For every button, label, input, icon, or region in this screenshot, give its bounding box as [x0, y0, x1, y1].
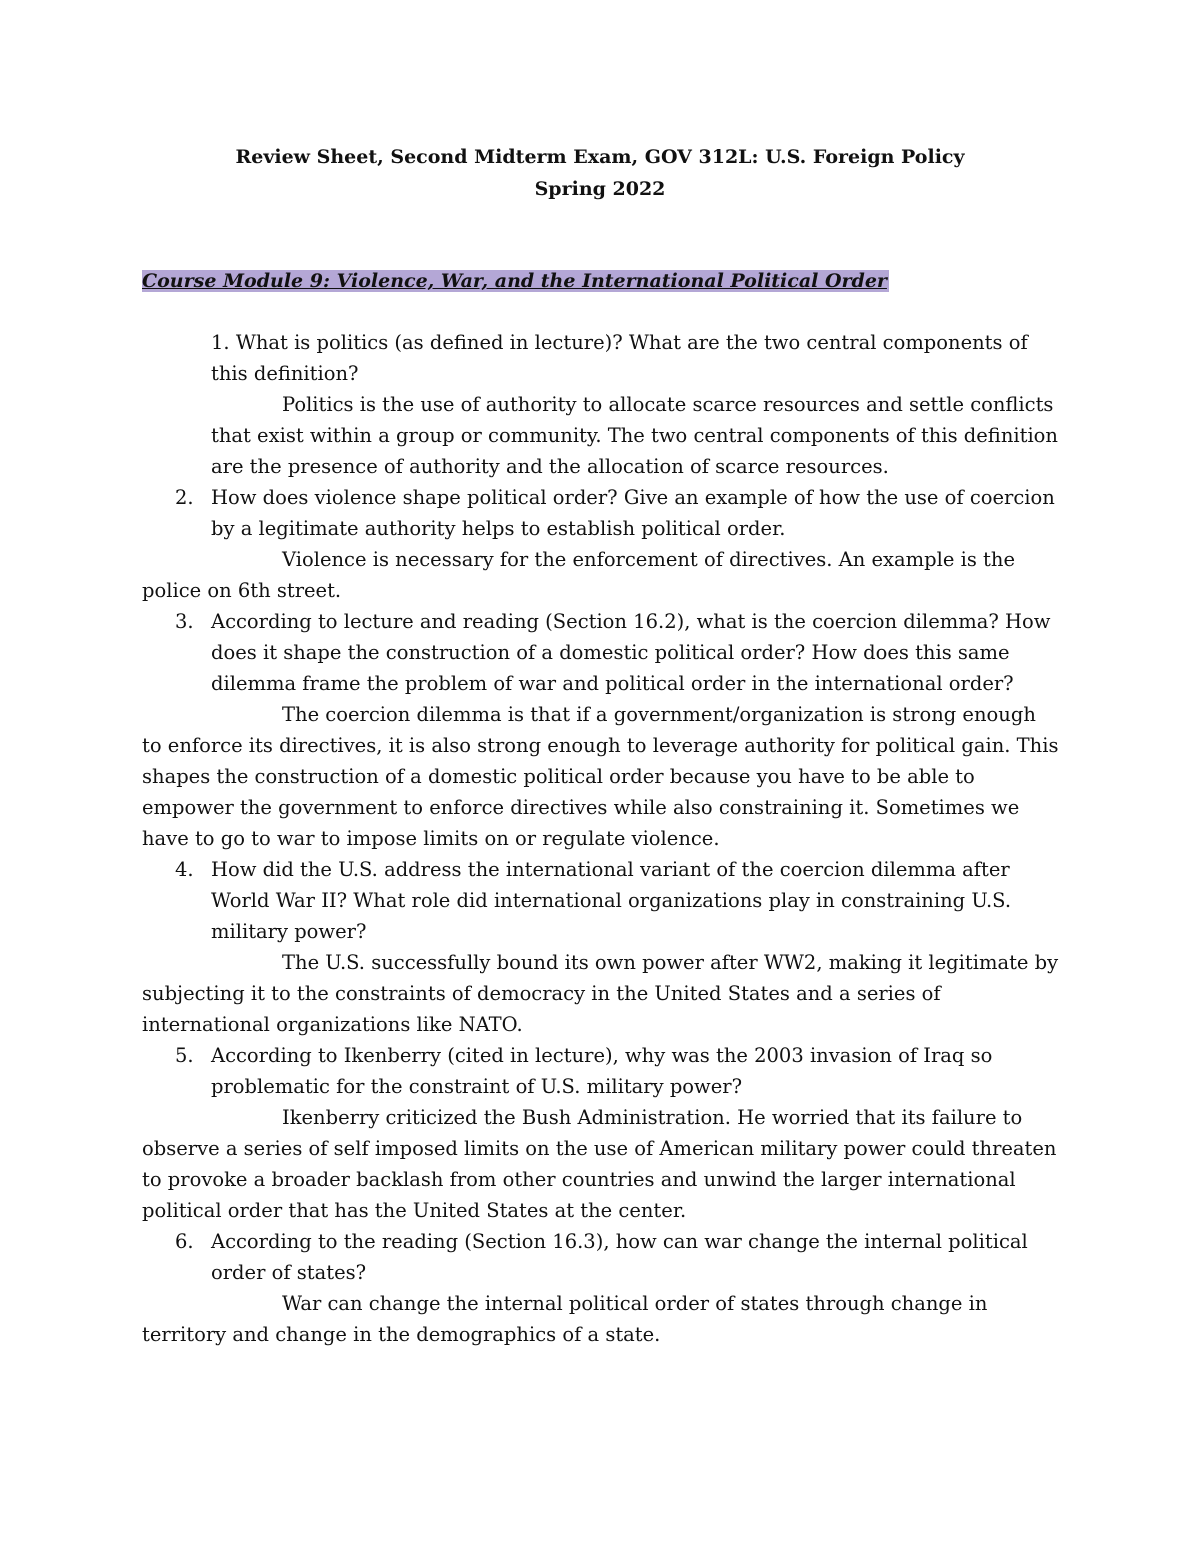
question-text: What is politics (as defined in lecture)? What are the two central components of this definition?	[211, 331, 1028, 385]
answer-5: Ikenberry criticized the Bush Administration. He worried that its failure to observe a series of self imposed limits on the use of American military power could threaten to provoke a broader backlash from other countries and unwind the larger international political order that has the United States at the center.	[142, 1106, 1057, 1222]
question-6	[142, 1226, 1060, 1288]
document-subtitle: Spring 2022	[534, 178, 666, 200]
question-2	[142, 482, 1060, 544]
question-5	[142, 1040, 1060, 1102]
document-title: Review Sheet, Second Midterm Exam, GOV 312L: U.S. Foreign Policy	[235, 146, 965, 168]
question-number: 4.	[175, 858, 194, 881]
question-text: How does violence shape political order? Give an example of how the use of coercion by a legitimate authority helps to establish political order.	[211, 486, 1055, 540]
answer-2: Violence is necessary for the enforcement of directives. An example is the police on 6th street.	[142, 548, 1015, 602]
question-text: According to lecture and reading (Section 16.2), what is the coercion dilemma? How does it shape the construction of a domestic political order? How does this same dilemma frame the problem of war and political order in the international order?	[211, 610, 1051, 695]
question-list	[142, 327, 1060, 1350]
question-number: 5.	[175, 1044, 194, 1067]
question-number: 3.	[175, 610, 194, 633]
question-4	[142, 854, 1060, 947]
answer-1: Politics is the use of authority to allocate scarce resources and settle conflicts that exist within a group or community. The two central components of this definition are the presence of authority and the allocation of scarce resources.	[211, 393, 1058, 478]
question-1	[142, 327, 1060, 389]
answer-3: The coercion dilemma is that if a government/organization is strong enough to enforce its directives, it is also strong enough to leverage authority for political gain. This shapes the construction of a domestic political order because you have to be able to empower the government to enforce directives while also constraining it. Sometimes we have to go to war to impose limits on or regulate violence.	[142, 703, 1059, 850]
question-number: 6.	[175, 1230, 194, 1253]
answer-6: War can change the internal political order of states through change in territory and change in the demographics of a state.	[142, 1292, 988, 1346]
question-3	[142, 606, 1060, 699]
question-text: According to the reading (Section 16.3), how can war change the internal political order of states?	[211, 1230, 1028, 1284]
question-number: 2.	[175, 486, 194, 509]
question-text: How did the U.S. address the international variant of the coercion dilemma after World War II? What role did international organizations play in constraining U.S. military power?	[211, 858, 1012, 943]
module-heading-text: Course Module 9: Violence, War, and the International Political Order	[142, 270, 887, 292]
question-number: 1.	[211, 331, 230, 354]
module-heading	[142, 266, 889, 296]
answer-4: The U.S. successfully bound its own power after WW2, making it legitimate by subjecting it to the constraints of democracy in the United States and a series of international organizations like NATO.	[142, 951, 1059, 1036]
question-text: According to Ikenberry (cited in lecture), why was the 2003 invasion of Iraq so problematic for the constraint of U.S. military power?	[211, 1044, 993, 1098]
